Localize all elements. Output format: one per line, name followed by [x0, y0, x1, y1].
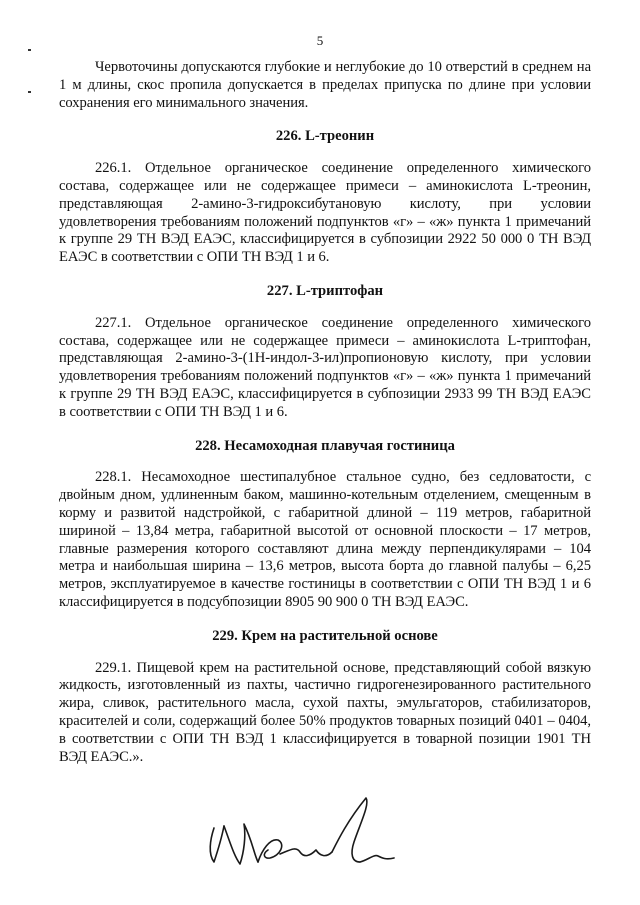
- signature-stroke: [258, 840, 282, 862]
- signature-stroke: [224, 824, 258, 864]
- section-title-226: 226. L-треонин: [275, 128, 375, 145]
- signature-stroke: [210, 826, 224, 862]
- handwritten-signature: [200, 790, 410, 880]
- section-text-228: 228.1. Несамоходное шестипалубное стальное судно, без седловатости, с двойным дном, удлиненным баком, машинно-котельным отделением, смещенным в корму и развитой надстройкой, с габаритной длиной – 119 метров, габаритной шириной – 13,84 метра, габаритной высотой от основной плоскости – 17 метров, главные размерения которого составляют длина между перпендикулярами – 104 метра и наибольшая ширина – 13,6 метров, высота борта до главной палубы – 6,25 метров, эксплуатируемое в качестве гостиницы в соответствии с ОПИ ТН ВЭД 1 и 6 классифицируется в подсубпозиции 8905 90 900 0 ТН ВЭД ЕАЭС.: [59, 469, 591, 610]
- section-text-229: 229.1. Пищевой крем на растительной основе, представляющий собой вязкую жидкость, изготовленный из пахты, частично гидрогенезированного растительного жира, сливок, растительного масла, сухой пахты, эмульгаторов, стабилизаторов, красителей и соли, содержащий более 50% продуктов товарных позиций 0401 – 0404, в соответствии с ОПИ ТН ВЭД 1 классифицируется в товарной позиции 1901 ТН ВЭД ЕАЭС.».: [59, 659, 591, 765]
- intro-paragraph: Червоточины допускаются глубокие и неглубокие до 10 отверстий в среднем на 1 м длины, скос пропила допускается в пределах припуска по длине при условии сохранения его минимального значения.: [59, 59, 591, 111]
- margin-mark: [28, 49, 31, 51]
- signature-stroke: [360, 856, 394, 862]
- section-title-229: 229. Крем на растительной основе: [212, 627, 438, 644]
- section-title-227: 227. L-триптофан: [266, 282, 384, 299]
- margin-mark: [28, 91, 31, 93]
- section-title-228: 228. Несамоходная плавучая гостиница: [195, 437, 455, 454]
- signature-stroke: [332, 798, 367, 862]
- section-text-226: 226.1. Отдельное органическое соединение определенного химического состава, содержащее или не содержащее примеси – аминокислота L-треонин, представляющая 2-амино-3-гидроксибутановую кислоту, при условии удовлетворения требованиям положений подпунктов «г» – «ж» пункта 1 примечаний к группе 29 ТН ВЭД ЕАЭС, классифицируется в субпозиции 2922 50 000 0 ТН ВЭД ЕАЭС в соответствии с ОПИ ТН ВЭД 1 и 6.: [59, 160, 591, 266]
- document-body: [59, 59, 591, 766]
- signature-stroke: [280, 849, 332, 856]
- page-number: 5: [316, 33, 324, 48]
- section-text-227: 227.1. Отдельное органическое соединение определенного химического состава, содержащее или не содержащее примеси – аминокислота L-триптофан, представляющая 2-амино-3-(1Н-индол-3-ил)пропионовую кислоту, при условии удовлетворения требованиям положений подпунктов «г» – «ж» пункта 1 примечаний к группе 29 ТН ВЭД ЕАЭС, классифицируется в субпозиции 2933 99 ТН ВЭД ЕАЭС в соответствии с ОПИ ТН ВЭД 1 и 6.: [59, 314, 591, 420]
